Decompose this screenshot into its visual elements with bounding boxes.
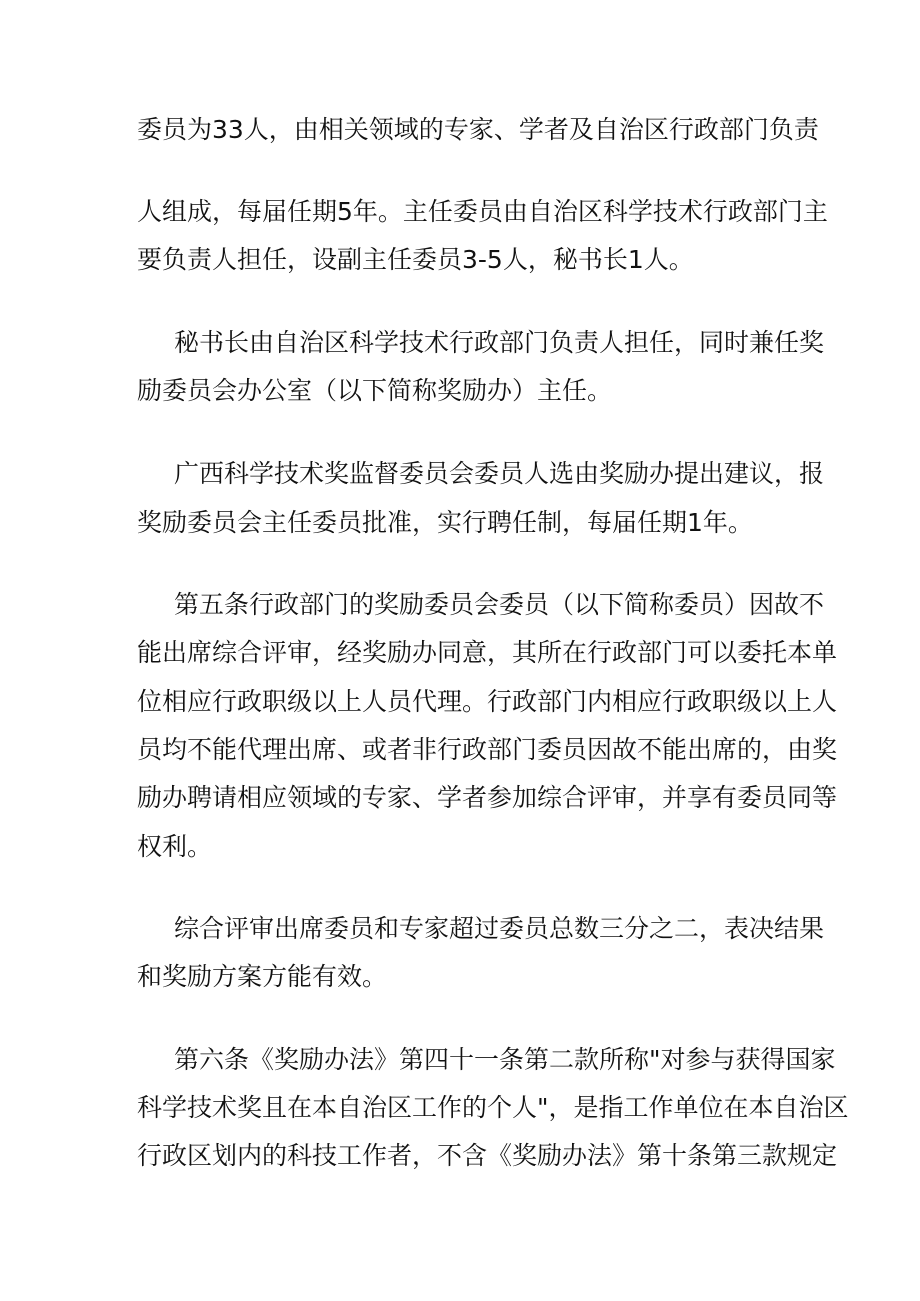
text-line: 员均不能代理出席、或者非行政部门委员因故不能出席的，由奖 — [137, 735, 838, 764]
text-line: 广西科学技术奖监督委员会委员人选由奖励办提出建议，报 — [174, 459, 825, 488]
text-line: 人组成，每届任期5年。主任委员由自治区科学技术行政部门主 — [137, 197, 828, 226]
text-line: 位相应行政职级以上人员代理。行政部门内相应行政职级以上人 — [137, 687, 838, 716]
text-line: 第五条行政部门的奖励委员会委员（以下简称委员）因故不 — [174, 590, 825, 619]
text-line: 奖励委员会主任委员批准，实行聘任制，每届任期1年。 — [137, 508, 753, 537]
text-line: 要负责人担任，设副主任委员3-5人，秘书长1人。 — [137, 245, 694, 274]
text-line: 科学技术奖且在本自治区工作的个人"，是指工作单位在本自治区 — [137, 1093, 849, 1122]
text-line: 权利。 — [137, 832, 213, 861]
text-line: 秘书长由自治区科学技术行政部门负责人担任，同时兼任奖 — [174, 328, 825, 357]
text-line: 和奖励方案方能有效。 — [137, 962, 388, 991]
text-line: 励委员会办公室（以下简称奖励办）主任。 — [137, 376, 613, 405]
text-line: 第六条《奖励办法》第四十一条第二款所称"对参与获得国家 — [174, 1045, 836, 1074]
text-line: 综合评审出席委员和专家超过委员总数三分之二，表决结果 — [174, 914, 825, 943]
text-line: 行政区划内的科技工作者，不含《奖励办法》第十条第三款规定 — [137, 1141, 838, 1170]
text-line: 励办聘请相应领域的专家、学者参加综合评审，并享有委员同等 — [137, 783, 838, 812]
text-line: 能出席综合评审，经奖励办同意，其所在行政部门可以委托本单 — [137, 638, 838, 667]
text-line: 委员为33人，由相关领域的专家、学者及自治区行政部门负责 — [137, 115, 819, 144]
